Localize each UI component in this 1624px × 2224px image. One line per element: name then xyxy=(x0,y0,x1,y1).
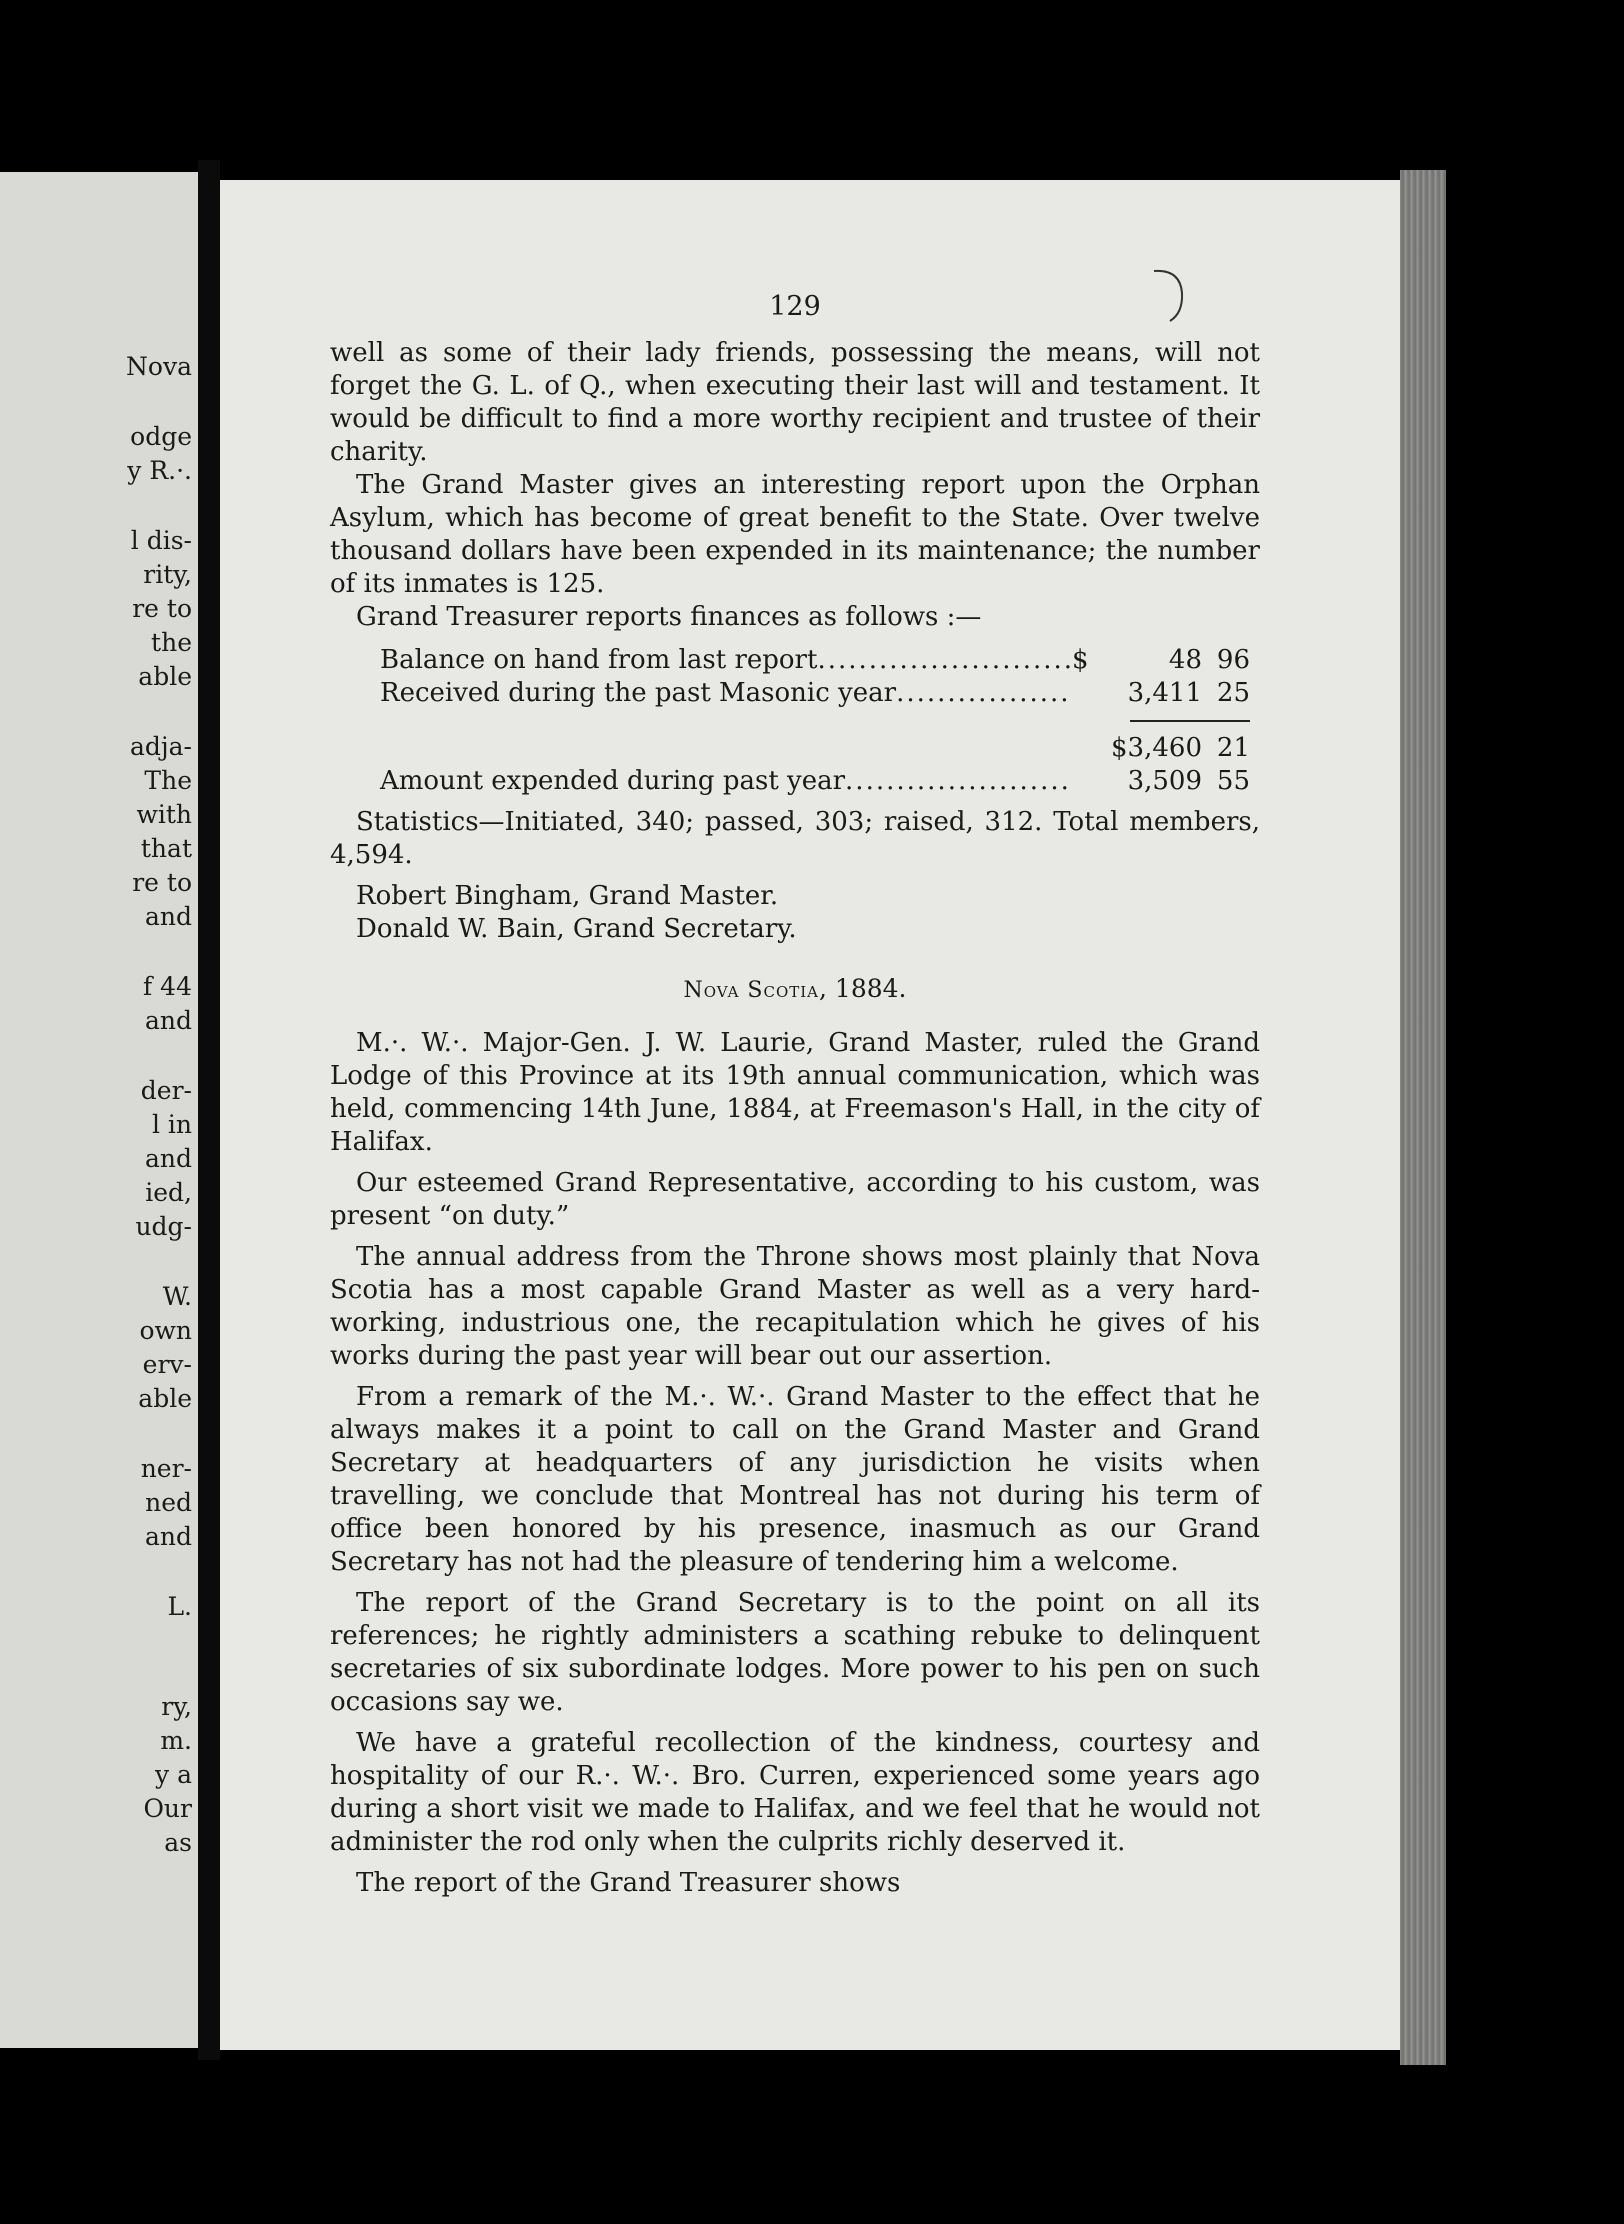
ledger-cents: 96 xyxy=(1216,645,1250,675)
left-page-text-fragment: der- xyxy=(140,1076,192,1105)
left-page-text-fragment: W. xyxy=(162,1282,192,1311)
ledger-total-cents: 21 xyxy=(1216,733,1250,763)
left-page-text-fragment: m. xyxy=(160,1726,192,1755)
left-page-text-fragment: Our xyxy=(143,1794,192,1823)
left-page-text-fragment: that xyxy=(140,834,192,863)
left-page-text-fragment: re to xyxy=(132,594,192,623)
left-page-text-fragment: rity, xyxy=(143,560,192,589)
left-page-text-fragment: ry, xyxy=(161,1692,192,1721)
leader-dots xyxy=(896,677,1072,710)
ledger-dollar: $ xyxy=(1072,645,1089,675)
ledger-total-row xyxy=(380,732,1250,765)
right-page xyxy=(220,180,1400,2050)
left-page-text-fragment: f 44 xyxy=(142,972,192,1001)
left-page-text-fragment: and xyxy=(144,1144,192,1173)
left-page-text-fragment: adja- xyxy=(129,732,192,761)
ledger-row xyxy=(380,765,1250,798)
left-page-text-fragment: as xyxy=(164,1828,192,1857)
leader-dots xyxy=(845,765,1072,798)
paragraph: The annual address from the Throne shows most plainly that Nova Scotia has a most capable Grand Master as well as a very hard-working, industrious one, the recapitulation which he gives of his works during the past year will bear out our assertion. xyxy=(330,1242,1260,1371)
paragraph: Grand Treasurer reports finances as follows :— xyxy=(356,602,982,632)
ledger-label: Received during the past Masonic year xyxy=(380,678,897,708)
signature-line: Donald W. Bain, Grand Secretary. xyxy=(356,914,797,944)
ledger-cents: 55 xyxy=(1216,766,1250,796)
ledger-amount: 48 xyxy=(1168,645,1202,675)
left-page-text-fragment: ied, xyxy=(145,1178,192,1207)
left-page-text-fragment: Nova xyxy=(126,352,192,381)
heading-year: , 1884. xyxy=(819,974,907,1003)
left-page-text-fragment: able xyxy=(138,1384,192,1413)
left-page-text-fragment: L. xyxy=(167,1592,192,1621)
ledger-row xyxy=(380,644,1250,677)
ledger-label: Balance on hand from last report xyxy=(380,645,818,675)
paragraph: The report of the Grand Treasurer shows xyxy=(356,1868,901,1898)
paragraph: Statistics—Initiated, 340; passed, 303; raised, 312. Total members, 4,594. xyxy=(330,807,1260,870)
left-page-text-fragment: y R.·. xyxy=(127,456,192,485)
left-page-text-fragment: own xyxy=(139,1316,192,1345)
left-page-text-fragment: able xyxy=(138,662,192,691)
section-heading xyxy=(330,972,1260,1007)
book-gutter xyxy=(198,160,220,2060)
ledger-cents: 25 xyxy=(1216,678,1250,708)
ledger-total-amount: $3,460 xyxy=(1111,733,1202,763)
ledger-label: Amount expended during past year xyxy=(380,766,846,796)
ledger-amount: 3,411 xyxy=(1127,678,1202,708)
left-page-text-fragment: The xyxy=(144,766,192,795)
ledger-rule xyxy=(380,710,1250,732)
left-page-text-fragment: re to xyxy=(132,868,192,897)
left-page-text-fragment: with xyxy=(136,800,192,829)
left-page-text-fragment: udg- xyxy=(135,1212,192,1241)
left-page-text-fragment: and xyxy=(144,1522,192,1551)
left-page-text-fragment: erv- xyxy=(142,1350,192,1379)
ledger-row xyxy=(380,677,1250,710)
paragraph: well as some of their lady friends, possessing the means, will not forget the G. L. of Q., when executing their last will and testament. It would be difficult to find a more worthy recipient and trustee of their charity. xyxy=(330,338,1260,467)
signature-line: Robert Bingham, Grand Master. xyxy=(356,881,779,911)
ledger-amount: 3,509 xyxy=(1127,766,1202,796)
left-page-text-fragment: odge xyxy=(130,422,192,451)
page-text xyxy=(330,290,1260,1900)
page-number: 129 xyxy=(769,291,821,322)
paragraph: We have a grateful recollection of the kindness, courtesy and hospitality of our R.·. W.·. Bro. Curren, experienced some years ago during a short visit we made to Halifax, and we feel that he would not administer the rod only when the culprits richly deserved it. xyxy=(330,1728,1260,1857)
left-page-text-fragment: the xyxy=(151,628,192,657)
left-page-text-fragment: l in xyxy=(151,1110,192,1139)
left-page-text-fragment: and xyxy=(144,1006,192,1035)
left-page-text-fragment: ner- xyxy=(140,1454,192,1483)
paragraph: The report of the Grand Secretary is to the point on all its references; he rightly administers a scathing rebuke to delinquent secretaries of six subordinate lodges. More power to his pen on such occasions say we. xyxy=(330,1588,1260,1717)
paragraph: From a remark of the M.·. W.·. Grand Master to the effect that he always makes it a point to call on the Grand Master and Grand Secretary at headquarters of any jurisdiction he visits when travelling, we conclude that Montreal has not during his term of office been honored by his presence, inasmuch as our Grand Secretary has not had the pleasure of tendering him a welcome. xyxy=(330,1382,1260,1577)
paragraph: Our esteemed Grand Representative, according to his custom, was present “on duty.” xyxy=(330,1168,1260,1231)
leader-dots xyxy=(817,644,1072,677)
paragraph: The Grand Master gives an interesting report upon the Orphan Asylum, which has become of great benefit to the State. Over twelve thousand dollars have been expended in its maintenance; the number of its inmates is 125. xyxy=(330,470,1260,599)
page-edge xyxy=(1400,170,1446,2065)
paragraph: M.·. W.·. Major-Gen. J. W. Laurie, Grand Master, ruled the Grand Lodge of this Province at its 19th annual communication, which was held, commencing 14th June, 1884, at Freemason's Hall, in the city of Halifax. xyxy=(330,1028,1260,1157)
left-page-text-fragment: l dis- xyxy=(130,526,192,555)
left-page-text-fragment: y a xyxy=(155,1760,192,1789)
heading-title: Nova Scotia xyxy=(683,978,820,1003)
left-page-text-fragment: and xyxy=(144,902,192,931)
finance-ledger xyxy=(380,644,1250,798)
left-page-text-fragment: ned xyxy=(145,1488,192,1517)
left-page-fragment xyxy=(0,172,198,2048)
